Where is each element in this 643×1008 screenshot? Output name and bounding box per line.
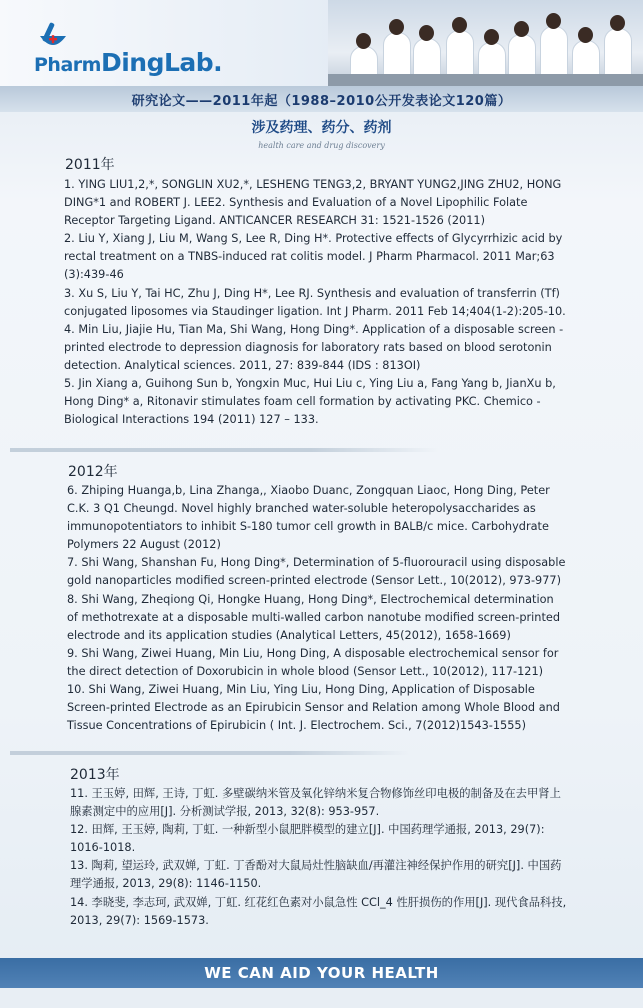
reference-list-2012 [67, 482, 567, 735]
year-heading-2012: 2012年 [68, 464, 118, 480]
tagline: health care and drug discovery [258, 141, 385, 150]
reference-item: 8. Shi Wang, Zheqiong Qi, Hongke Huang, Hong Ding*, Electrochemical determination of methotrexate at a disposable multi-walled carbon nanotube modified screen-printed electrode and its application studies (Analytical Letters, 45(2012), 1658-1669) [67, 592, 560, 642]
reference-item: 1. YING LIU1,2,*, SONGLIN XU2,*, LESHENG TENG3,2, BRYANT YUNG2,JING ZHU2, HONG DING*1 and ROBERT J. LEE2. Synthesis and Evaluation of a Novel Lipophilic Folate Receptor Targeting Ligand. ANTICANCER RESEARCH 31: 1521-1526 (2011) [64, 178, 562, 228]
reference-item: 4. Min Liu, Jiajie Hu, Tian Ma, Shi Wang, Hong Ding*. Application of a disposable screen -printed electrode to depression diagnosis for laboratory rats based on blood serotonin detection. Analytical sciences. 2011, 27: 839-844 (IDS : 813OI) [64, 322, 564, 372]
reference-list-2013 [70, 785, 570, 930]
reference-item: 12. 田辉, 王玉婷, 陶莉, 丁虹. 一种新型小鼠肥胖模型的建立[J]. 中国药理学通报, 2013, 29(7): 1016-1018. [70, 823, 545, 855]
year-heading-2011: 2011年 [65, 157, 115, 173]
reference-item: 5. Jin Xiang a, Guihong Sun b, Yongxin Muc, Hui Liu c, Ying Liu a, Fang Yang b, JianXu b, Hong Ding* a, Ritonavir stimulates foam cell formation by activating PKC. Chemico -Biological Interactions 194 (2011) 127 – 133. [64, 377, 556, 427]
reference-item: 7. Shi Wang, Shanshan Fu, Hong Ding*, Determination of 5-fluorouracil using disposable gold nanoparticles modified screen-printed electrode (Sensor Lett., 10(2012), 973-977) [67, 556, 566, 588]
reference-item: 9. Shi Wang, Ziwei Huang, Min Liu, Hong Ding, A disposable electrochemical sensor for the direct detection of Doxorubicin in whole blood (Sensor Lett., 10(2012), 117-121) [67, 646, 559, 678]
reference-item: 14. 李晓斐, 李志珂, 武双婵, 丁虹. 红花红色素对小鼠急性 CCl_4 性肝损伤的作用[J]. 现代食品科技, 2013, 29(7): 1569-1573. [70, 895, 567, 927]
header [0, 0, 643, 88]
year-heading-2013: 2013年 [70, 767, 120, 783]
section-divider [10, 751, 410, 755]
reference-list-2011 [64, 176, 574, 429]
reference-item: 2. Liu Y, Xiang J, Liu M, Wang S, Lee R, Ding H*. Protective effects of Glycyrrhizic acid by rectal treatment on a TNBS-induced rat colitis model. J Pharm Pharmacol. 2011 Mar;63 (3):439-46 [64, 232, 563, 282]
footer-slogan: WE CAN AID YOUR HEALTH [204, 964, 439, 982]
subtitle: 涉及药理、药分、药剂 [251, 120, 392, 136]
reference-item: 6. Zhiping Huanga,b, Lina Zhanga,, Xiaobo Duanc, Zongquan Liaoc, Hong Ding, Peter C.K. 3 Q1 Cheungd. Novel highly branched water-soluble heteropolysaccharides as immunopotentiators to inhibit S-180 tumor cell growth in BALB/c mice. Carbohydrate Polymers 22 August (2012) [67, 484, 550, 552]
logo-dinglab: DingLab. [100, 48, 223, 77]
reference-item: 11. 王玉婷, 田辉, 王诗, 丁虹. 多壁碳纳米管及氧化锌纳米复合物修饰丝印电极的制备及在去甲肾上腺素测定中的应用[J]. 分析测试学报, 2013, 32(8): 953-957. [70, 787, 561, 819]
logo-pharm: Pharm [34, 54, 101, 76]
reference-item: 13. 陶莉, 望运玲, 武双婵, 丁虹. 丁香酚对大鼠局灶性脑缺血/再灌注神经保护作用的研究[J]. 中国药理学通报, 2013, 29(8): 1146-1150. [70, 859, 562, 891]
pharmdinglab-logo[interactable] [28, 18, 268, 78]
logo-text [34, 48, 222, 77]
banner-title: 研究论文——2011年起（1988–2010公开发表论文120篇） [131, 94, 512, 109]
team-photo [328, 0, 643, 88]
reference-item: 10. Shi Wang, Ziwei Huang, Min Liu, Ying Liu, Hong Ding, Application of Disposable Screen-printed Electrode as an Epirubicin Sensor and Relation among Whole Blood and Tissue Concentrations of Epirubicin ( Int. J. Electrochem. Sci., 7(2012)1543-1555) [67, 683, 560, 733]
section-divider [10, 448, 440, 452]
footer-strip [0, 988, 643, 1008]
reference-item: 3. Xu S, Liu Y, Tai HC, Zhu J, Ding H*, Lee RJ. Synthesis and evaluation of transferrin (Tf) conjugated liposomes via Staudinger ligation. Int J Pharm. 2011 Feb 14;404(1-2):205-10. [64, 286, 566, 318]
